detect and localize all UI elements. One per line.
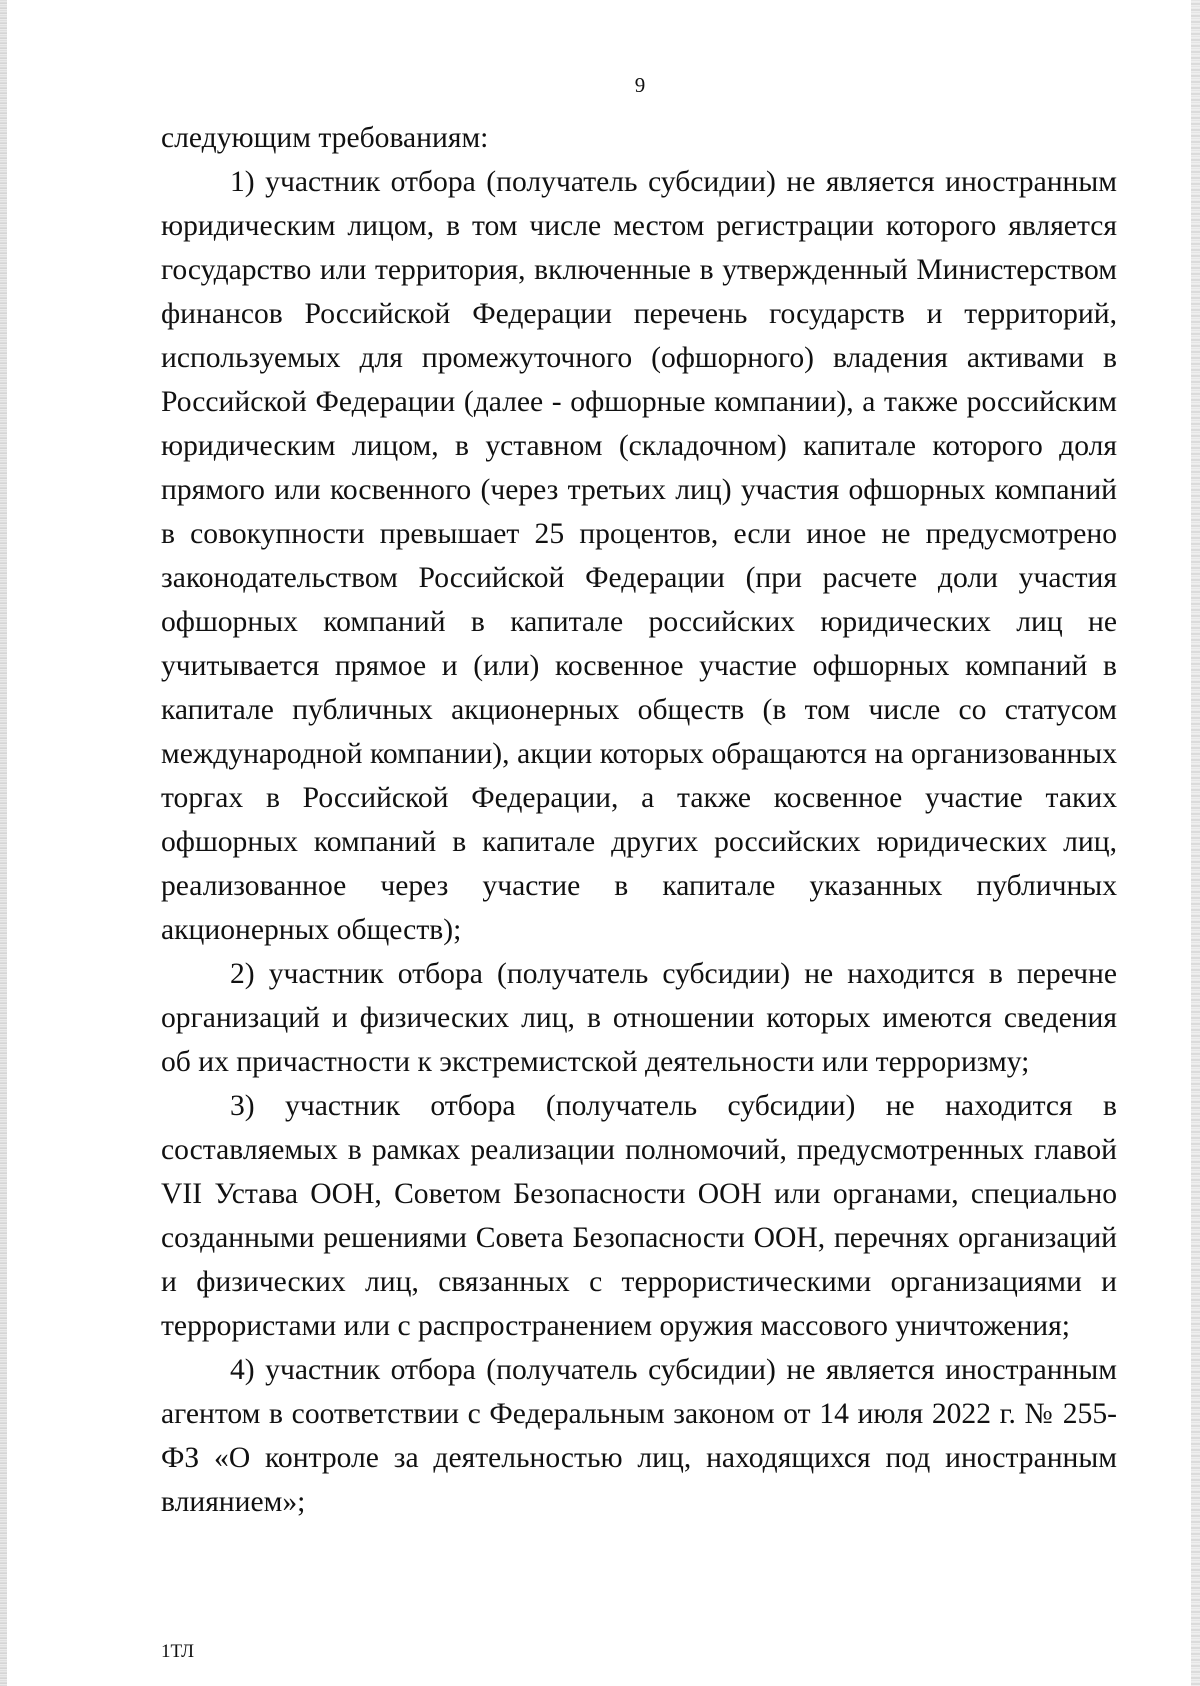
page-number: 9 [634, 73, 646, 97]
footer-code: 1ТЛ [161, 1641, 195, 1662]
paragraph-item-3: 3) участник отбора (получатель субсидии) не находится в составляемых в рамках реализации полномочий, предусмотренных главой VII Устава ООН, Советом Безопасности ООН или органами, специально созданными решениями Совета Безопасности ООН, перечнях организаций и физических лиц, связанных с террористическими организациями и террористами или с распространением оружия массового уничтожения; [161, 1090, 1117, 1342]
scan-edge-left [0, 0, 7, 1686]
paragraph-item-1: 1) участник отбора (получатель субсидии) не является иностранным юридическим лицом, в том числе местом регистрации которого является государство или территория, включенные в утвержденный Министерством финансов Российской Федерации перечень государств и территорий, используемых для промежуточного (офшорного) владения активами в Российской Федерации (далее - офшорные компании), а также российским юридическим лицом, в уставном (складочном) капитале которого доля прямого или косвенного (через третьих лиц) участия офшорных компаний в совокупности превышает 25 процентов, если иное не предусмотрено законодательством Российской Федерации (при расчете доли участия офшорных компаний в капитале российских юридических лиц не учитывается прямое и (или) косвенное участие офшорных компаний в капитале публичных акционерных обществ (в том числе со статусом международной компании), акции которых обращаются на организованных торгах в Российской Федерации, а также косвенное участие таких офшорных компаний в капитале других российских юридических лиц, реализованное через участие в капитале указанных публичных акционерных обществ); [161, 166, 1117, 946]
paragraph-item-2: 2) участник отбора (получатель субсидии) не находится в перечне организаций и физических лиц, в отношении которых имеются сведения об их причастности к экстремистской деятельности или терроризму; [161, 958, 1117, 1078]
paragraph-item-4: 4) участник отбора (получатель субсидии) не является иностранным агентом в соответствии с Федеральным законом от 14 июля 2022 г. № 255-ФЗ «О контроле за деятельностью лиц, находящихся под иностранным влиянием»; [161, 1354, 1117, 1518]
document-text [161, 116, 1117, 1524]
scan-edge-right [1191, 0, 1200, 1686]
paragraph-continuation: следующим требованиям: [161, 122, 489, 154]
